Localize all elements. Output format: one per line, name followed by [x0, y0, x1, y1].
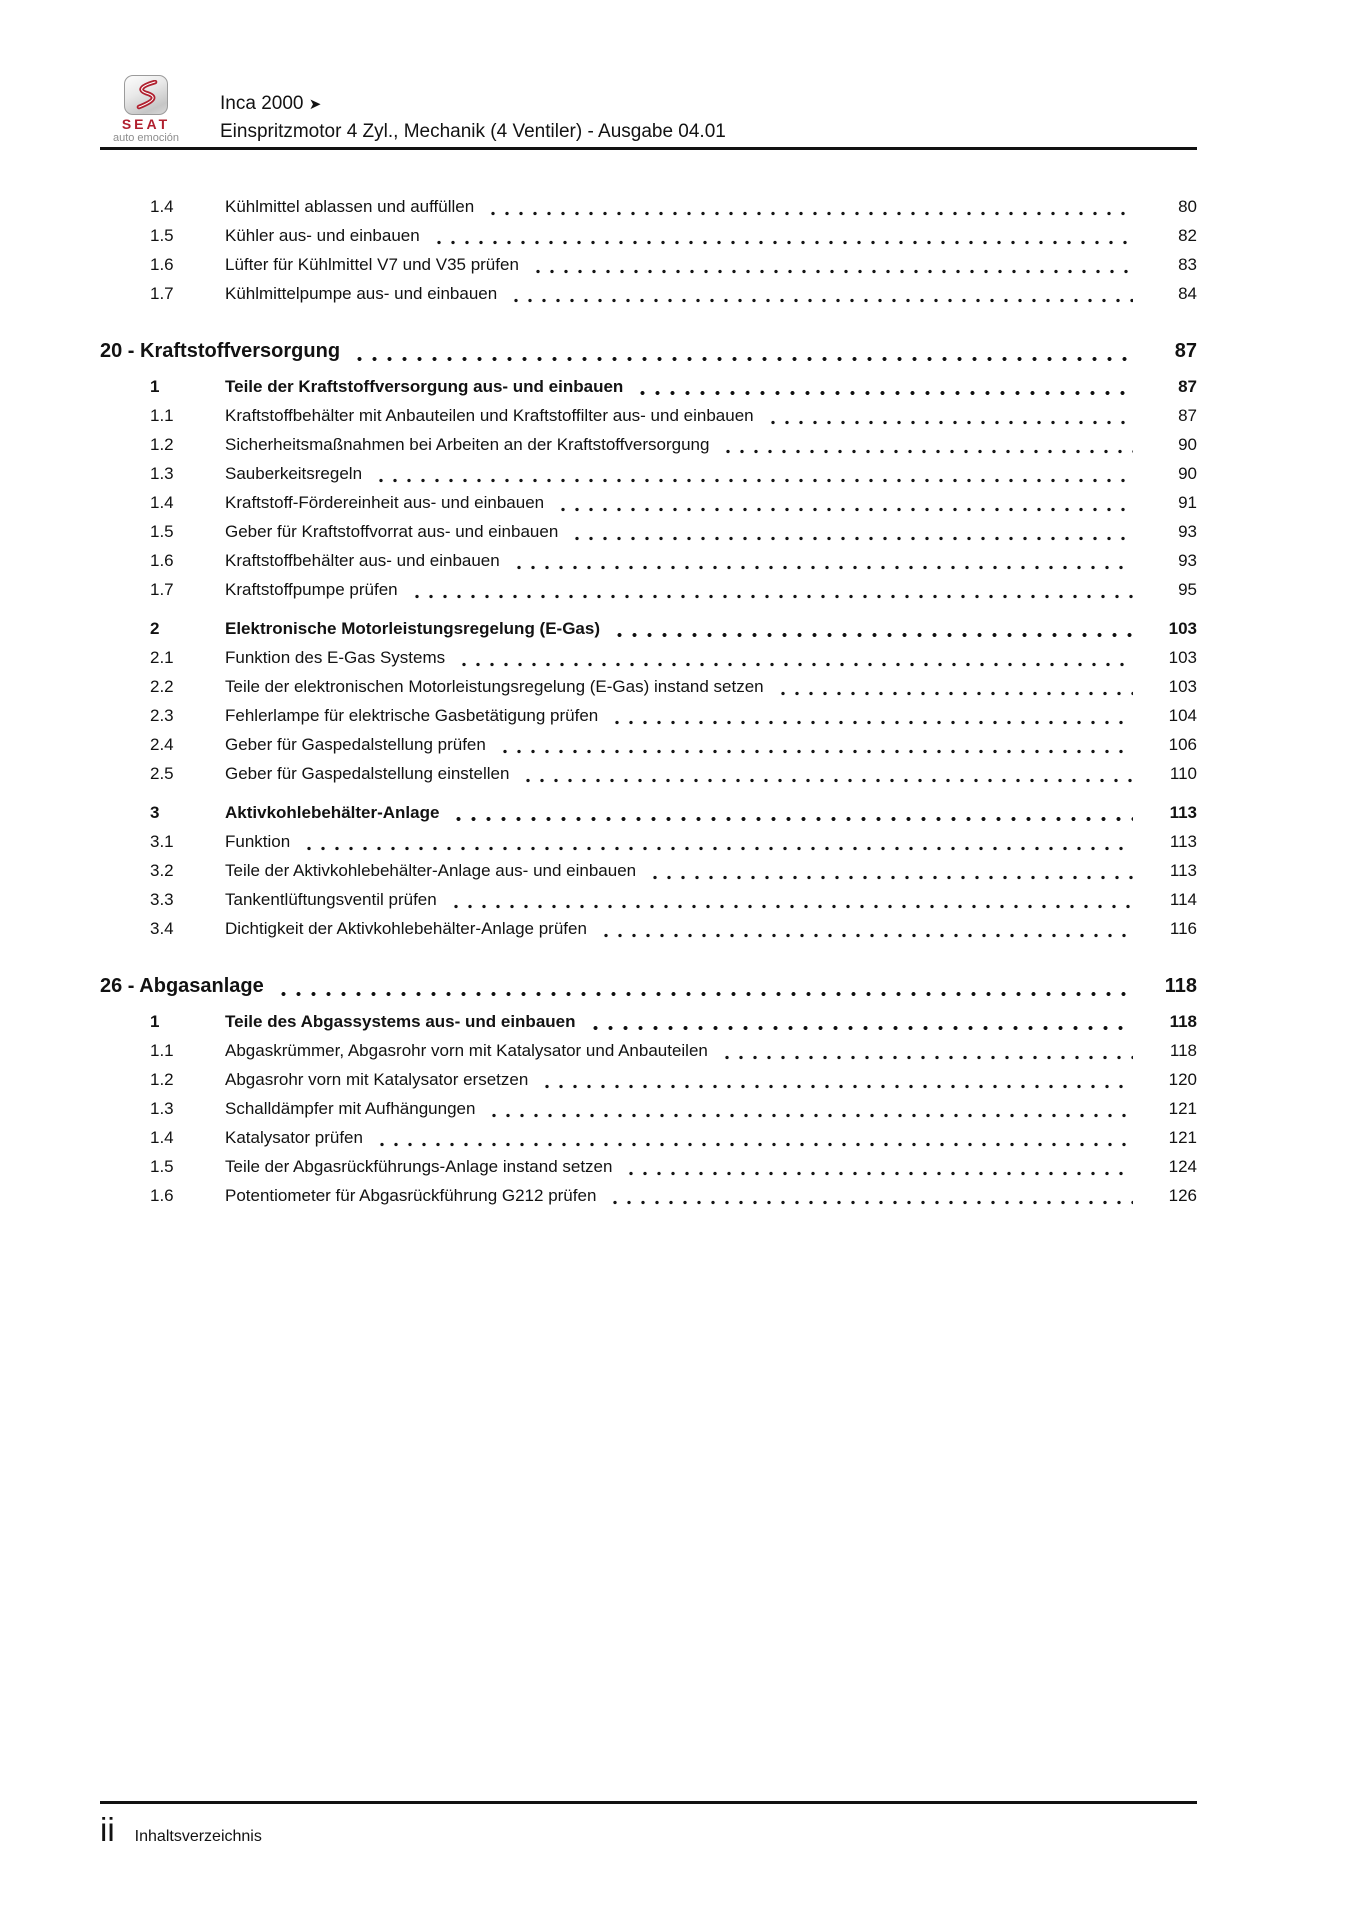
footer-divider	[100, 1801, 1197, 1804]
toc-entry-number: 1.2	[150, 435, 174, 454]
toc-entry[interactable]	[150, 575, 1197, 604]
toc-entry-title: Sicherheitsmaßnahmen bei Arbeiten an der Kraftstoffversorgung	[225, 435, 710, 454]
toc-entry-number: 3.4	[150, 919, 174, 938]
toc-entry[interactable]	[150, 730, 1197, 759]
toc-section-heading[interactable]	[100, 970, 1197, 1002]
toc-entry-number: 1.2	[150, 1070, 174, 1089]
footer-row	[100, 1810, 1197, 1850]
toc-entry-number: 1.4	[150, 493, 174, 512]
toc-entry-number: 3	[150, 803, 160, 822]
dot-leader	[451, 816, 1133, 822]
toc-entry[interactable]	[150, 672, 1197, 701]
arrow-right-icon: ➤	[308, 96, 322, 113]
toc-entry-number: 1.5	[150, 226, 174, 245]
toc-entry-page: 93	[1178, 522, 1197, 541]
dot-leader	[375, 1142, 1133, 1147]
toc-entry[interactable]	[150, 914, 1197, 943]
model-name: Inca 2000	[220, 93, 304, 114]
dot-leader	[302, 846, 1133, 851]
toc-section-title: 26 - Abgasanlage	[100, 975, 264, 997]
toc-entry-number: 3.1	[150, 832, 174, 851]
toc-entry-number: 1.3	[150, 464, 174, 483]
page-footer	[100, 1801, 1197, 1850]
toc-entry-title: Geber für Gaspedalstellung prüfen	[225, 735, 486, 754]
toc-entry-page: 116	[1169, 919, 1197, 938]
toc-entry-page: 118	[1169, 1012, 1197, 1031]
toc-entry-page: 103	[1168, 619, 1197, 638]
toc-section-heading[interactable]	[100, 335, 1197, 367]
dot-leader	[410, 594, 1133, 599]
footer-label: Inhaltsverzeichnis	[134, 1828, 262, 1845]
dot-leader	[487, 1113, 1133, 1118]
toc-entry-number: 1.7	[150, 580, 174, 599]
model-line	[220, 90, 1197, 118]
toc-entry-page: 103	[1168, 677, 1197, 696]
toc-entry[interactable]	[150, 885, 1197, 914]
dot-leader	[374, 478, 1133, 483]
toc-entry[interactable]	[150, 1094, 1197, 1123]
toc-entry-number: 1.6	[150, 1186, 174, 1205]
toc-entry-number: 2.4	[150, 735, 174, 754]
page-header	[100, 75, 1197, 145]
dot-leader	[531, 269, 1133, 274]
dot-leader	[432, 240, 1133, 245]
toc-entry-page: 103	[1168, 648, 1197, 667]
toc-entry-title: Kühler aus- und einbauen	[225, 226, 420, 245]
toc-entry-title: Kühlmittelpumpe aus- und einbauen	[225, 284, 498, 303]
dot-leader	[556, 507, 1133, 512]
toc-entry[interactable]	[150, 643, 1197, 672]
toc-entry[interactable]	[150, 372, 1197, 401]
toc-entry-page: 113	[1169, 861, 1197, 880]
toc-entry[interactable]	[150, 759, 1197, 788]
toc-entry[interactable]	[150, 192, 1197, 221]
toc-entry-title: Geber für Kraftstoffvorrat aus- und einbauen	[225, 522, 559, 541]
toc-entry[interactable]	[150, 614, 1197, 643]
toc-entry-title: Tankentlüftungsventil prüfen	[225, 890, 437, 909]
toc-entry[interactable]	[150, 488, 1197, 517]
dot-leader	[648, 875, 1133, 880]
toc-entry-number: 2	[150, 619, 160, 638]
toc-entry[interactable]	[150, 1123, 1197, 1152]
toc-entry-title: Dichtigkeit der Aktivkohlebehälter-Anlage prüfen	[225, 919, 587, 938]
toc-entry-title: Kühlmittel ablassen und auffüllen	[225, 197, 475, 216]
toc-entry-title: Aktivkohlebehälter-Anlage	[225, 803, 440, 822]
toc-entry-number: 2.3	[150, 706, 174, 725]
toc-entry-title: Potentiometer für Abgasrückführung G212 prüfen	[225, 1186, 597, 1205]
toc-entry-page: 110	[1169, 764, 1197, 783]
toc-section-page: 118	[1164, 975, 1197, 997]
header-text	[220, 90, 1197, 145]
toc-entry[interactable]	[150, 1065, 1197, 1094]
toc-entry[interactable]	[150, 279, 1197, 308]
toc-entry-title: Kraftstoffbehälter aus- und einbauen	[225, 551, 500, 570]
toc-entry-page: 95	[1178, 580, 1197, 599]
toc-entry-number: 1	[150, 1012, 160, 1031]
toc-entry-title: Geber für Gaspedalstellung einstellen	[225, 764, 510, 783]
toc-entry-page: 87	[1178, 377, 1197, 396]
toc-entry-title: Lüfter für Kühlmittel V7 und V35 prüfen	[225, 255, 519, 274]
toc-entry[interactable]	[150, 221, 1197, 250]
toc-entry-title: Funktion	[225, 832, 291, 851]
toc-entry-page: 90	[1178, 464, 1197, 483]
toc-entry[interactable]	[150, 798, 1197, 827]
seat-logo	[100, 75, 192, 145]
toc-entry-page: 106	[1168, 735, 1197, 754]
toc-entry-title: Abgaskrümmer, Abgasrohr vorn mit Katalysator und Anbauteilen	[225, 1041, 708, 1060]
toc-entry-number: 1.7	[150, 284, 174, 303]
toc-entry-number: 1.1	[150, 406, 174, 425]
seat-tagline: auto emoción	[112, 132, 180, 144]
toc-entry-number: 3.2	[150, 861, 174, 880]
toc-entry-page: 113	[1169, 832, 1197, 851]
toc-section	[100, 192, 1197, 308]
toc-entry-title: Kraftstoff-Fördereinheit aus- und einbauen	[225, 493, 545, 512]
toc-entry[interactable]	[150, 459, 1197, 488]
dot-leader	[512, 565, 1133, 570]
toc-entry-number: 2.2	[150, 677, 174, 696]
toc-entry-number: 1.3	[150, 1099, 174, 1118]
toc-entry-title: Teile des Abgassystems aus- und einbauen	[225, 1012, 576, 1031]
toc-section-title: 20 - Kraftstoffversorgung	[100, 340, 341, 362]
toc-entry-page: 124	[1168, 1157, 1197, 1176]
toc-entry-page: 87	[1178, 406, 1197, 425]
toc-entry-number: 2.1	[150, 648, 174, 667]
toc-entry-number: 2.5	[150, 764, 174, 783]
dot-leader	[624, 1171, 1133, 1176]
toc-entry-title: Kraftstoffbehälter mit Anbauteilen und Kraftstoffilter aus- und einbauen	[225, 406, 754, 425]
toc-entry-page: 84	[1178, 284, 1197, 303]
toc-entry-page: 120	[1168, 1070, 1197, 1089]
toc-entry-page: 121	[1168, 1128, 1197, 1147]
toc-entry[interactable]	[150, 827, 1197, 856]
toc-entry-title: Fehlerlampe für elektrische Gasbetätigung prüfen	[225, 706, 599, 725]
dot-leader	[486, 211, 1133, 216]
toc-entry-number: 1.1	[150, 1041, 174, 1060]
toc-section-page: 87	[1174, 340, 1197, 362]
toc-entry[interactable]	[150, 856, 1197, 885]
toc-entry-page: 118	[1169, 1041, 1197, 1060]
toc-entry-list	[100, 372, 1197, 943]
toc-entry[interactable]	[150, 1036, 1197, 1065]
toc-entry-list	[100, 192, 1197, 308]
dot-leader	[599, 933, 1133, 938]
toc-entry-title: Sauberkeitsregeln	[225, 464, 363, 483]
dot-leader	[521, 778, 1133, 783]
manual-subtitle: Einspritzmotor 4 Zyl., Mechanik (4 Ventiler) - Ausgabe 04.01	[220, 121, 726, 142]
dot-leader	[720, 1055, 1133, 1060]
dot-leader	[449, 904, 1133, 909]
dot-leader	[498, 749, 1133, 754]
toc-entry-title: Abgasrohr vorn mit Katalysator ersetzen	[225, 1070, 529, 1089]
toc-entry-title: Katalysator prüfen	[225, 1128, 363, 1147]
toc-entry-list	[100, 1007, 1197, 1210]
toc-entry[interactable]	[150, 1007, 1197, 1036]
toc-entry[interactable]	[150, 250, 1197, 279]
toc-entry-number: 1.4	[150, 197, 174, 216]
toc-entry-number: 1	[150, 377, 160, 396]
toc-entry-number: 3.3	[150, 890, 174, 909]
dot-leader	[612, 632, 1133, 638]
seat-logo-icon	[124, 75, 168, 115]
toc-entry-page: 80	[1178, 197, 1197, 216]
toc-entry-title: Funktion des E-Gas Systems	[225, 648, 446, 667]
toc-entry-title: Teile der elektronischen Motorleistungsregelung (E-Gas) instand setzen	[225, 677, 764, 696]
toc-section	[100, 335, 1197, 943]
dot-leader	[588, 1025, 1134, 1031]
toc-entry-title: Schalldämpfer mit Aufhängungen	[225, 1099, 476, 1118]
toc-entry-number: 1.5	[150, 1157, 174, 1176]
toc-entry-title: Elektronische Motorleistungsregelung (E-Gas)	[225, 619, 601, 638]
dot-leader	[776, 691, 1133, 696]
toc-entry-number: 1.4	[150, 1128, 174, 1147]
toc-entry-page: 104	[1168, 706, 1197, 725]
dot-leader	[766, 420, 1133, 425]
toc-entry[interactable]	[150, 517, 1197, 546]
toc-entry-page: 114	[1169, 890, 1197, 909]
dot-leader	[610, 720, 1133, 725]
toc-entry-number: 1.6	[150, 551, 174, 570]
dot-leader	[457, 662, 1133, 667]
toc-entry[interactable]	[150, 546, 1197, 575]
header-divider	[100, 147, 1197, 150]
seat-wordmark: SEAT	[121, 116, 171, 132]
toc-entry-title: Kraftstoffpumpe prüfen	[225, 580, 398, 599]
toc-entry-title: Teile der Kraftstoffversorgung aus- und einbauen	[225, 377, 624, 396]
dot-leader	[608, 1200, 1133, 1205]
dot-leader	[721, 449, 1133, 454]
toc-entry[interactable]	[150, 1152, 1197, 1181]
table-of-contents	[100, 192, 1197, 1210]
toc-entry[interactable]	[150, 401, 1197, 430]
toc-entry-page: 91	[1178, 493, 1197, 512]
toc-entry[interactable]	[150, 701, 1197, 730]
toc-entry-page: 113	[1169, 803, 1197, 822]
toc-entry-page: 93	[1178, 551, 1197, 570]
toc-entry-number: 1.6	[150, 255, 174, 274]
toc-entry-page: 126	[1168, 1186, 1197, 1205]
dot-leader	[540, 1084, 1133, 1089]
toc-entry-page: 82	[1178, 226, 1197, 245]
toc-entry-number: 1.5	[150, 522, 174, 541]
toc-entry[interactable]	[150, 430, 1197, 459]
toc-entry-title: Teile der Aktivkohlebehälter-Anlage aus- und einbauen	[225, 861, 637, 880]
dot-leader	[276, 991, 1133, 997]
page-number: ii	[100, 1811, 115, 1848]
toc-section	[100, 970, 1197, 1210]
toc-entry-page: 83	[1178, 255, 1197, 274]
dot-leader	[570, 536, 1133, 541]
dot-leader	[509, 298, 1133, 303]
dot-leader	[352, 356, 1133, 362]
toc-entry[interactable]	[150, 1181, 1197, 1210]
seat-s-emblem-icon	[129, 80, 163, 110]
toc-entry-page: 90	[1178, 435, 1197, 454]
toc-entry-title: Teile der Abgasrückführungs-Anlage instand setzen	[225, 1157, 613, 1176]
dot-leader	[635, 390, 1133, 396]
toc-entry-page: 121	[1168, 1099, 1197, 1118]
